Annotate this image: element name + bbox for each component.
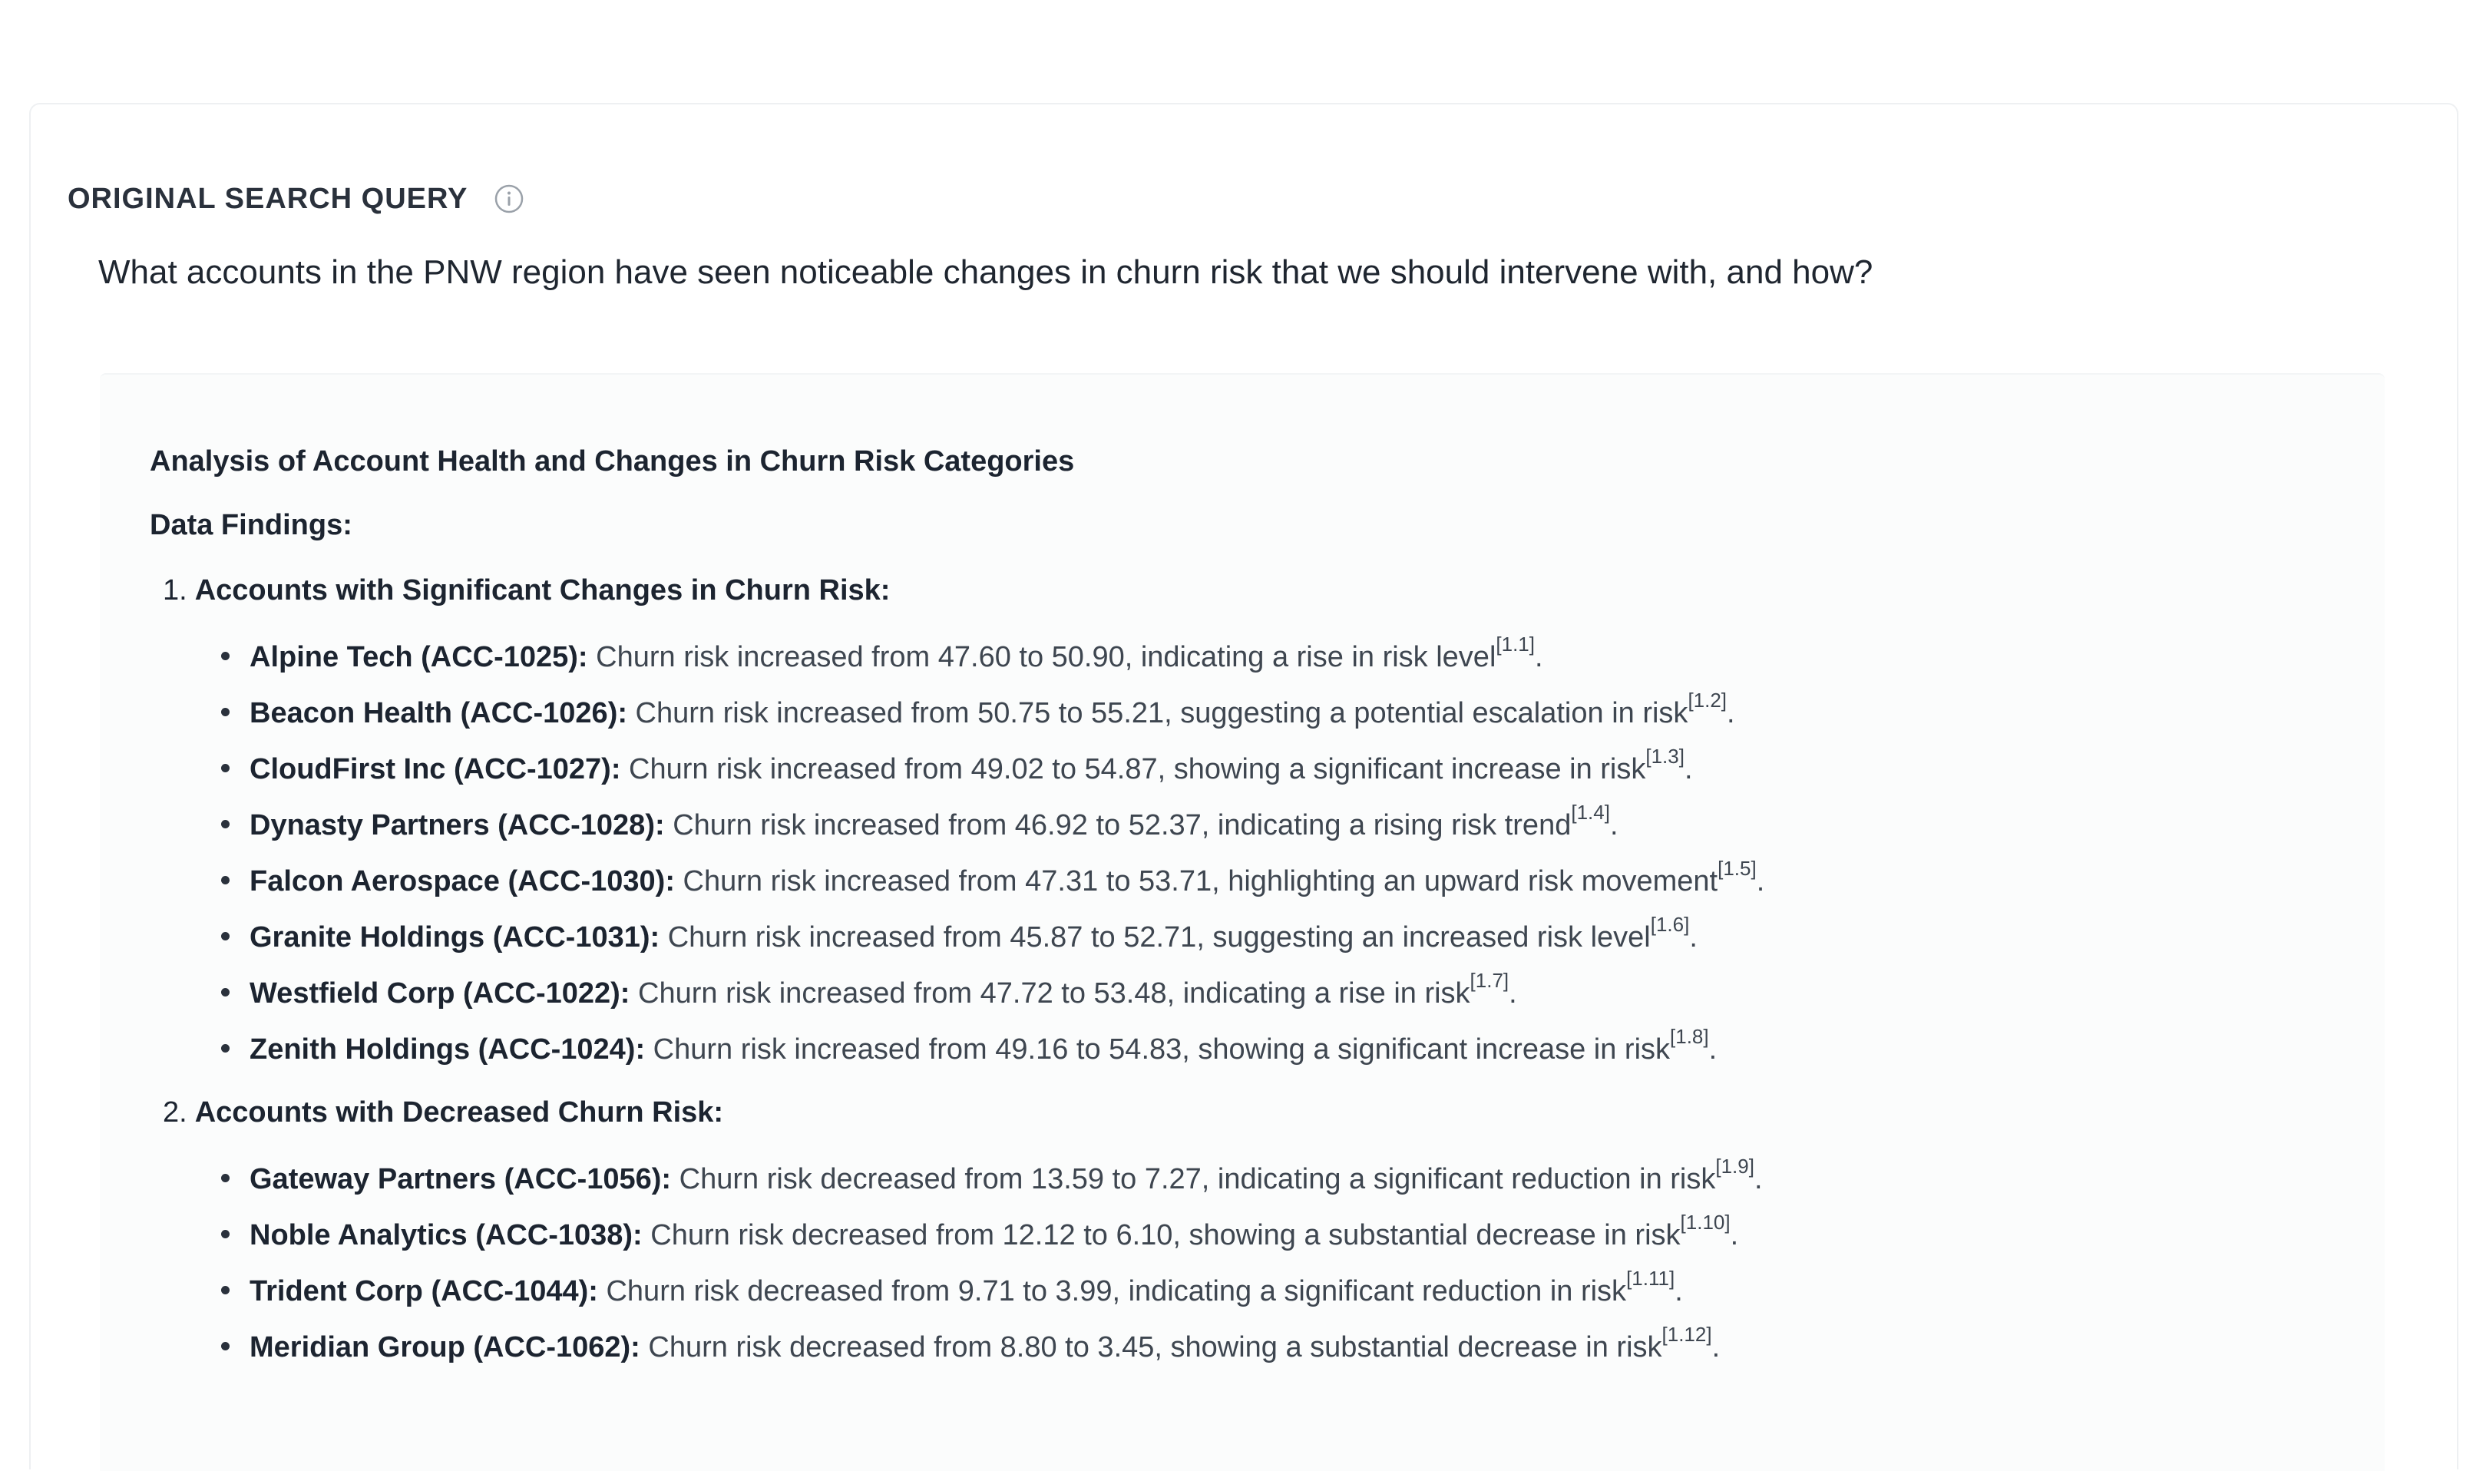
group-number: 1. xyxy=(163,574,187,606)
account-name: Trident Corp (ACC-1044): xyxy=(250,1275,598,1307)
account-name: Gateway Partners (ACC-1056): xyxy=(250,1163,672,1195)
original-query-text: What accounts in the PNW region have seen noticeable changes in churn risk that we should intervene with, and how? xyxy=(98,253,1873,291)
list-item xyxy=(221,1267,1683,1310)
info-icon[interactable] xyxy=(494,183,524,214)
item-text: Churn risk increased from 46.92 to 52.37, indicating a rising risk trend xyxy=(664,809,1572,841)
bullet-icon xyxy=(221,876,230,884)
item-text: Churn risk increased from 49.16 to 54.83, showing a significant increase in risk xyxy=(645,1033,1671,1066)
citation-link[interactable]: [1.10] xyxy=(1680,1211,1731,1234)
item-period: . xyxy=(1684,753,1693,785)
account-name: Dynasty Partners (ACC-1028): xyxy=(250,809,665,841)
item-period: . xyxy=(1754,1163,1763,1195)
citation-link[interactable]: [1.4] xyxy=(1571,801,1610,825)
citation-link[interactable]: [1.3] xyxy=(1645,745,1685,768)
item-period: . xyxy=(1534,641,1543,673)
account-name: Noble Analytics (ACC-1038): xyxy=(250,1219,643,1251)
bullet-icon xyxy=(221,1174,230,1182)
group-label: Accounts with Decreased Churn Risk: xyxy=(194,1096,724,1129)
list-item xyxy=(221,1155,1763,1198)
bullet-icon xyxy=(221,1230,230,1238)
account-name: Alpine Tech (ACC-1025): xyxy=(250,641,588,673)
item-period: . xyxy=(1708,1033,1718,1066)
findings-group-title xyxy=(163,1096,723,1129)
list-item xyxy=(221,969,1517,1013)
citation-link[interactable]: [1.5] xyxy=(1718,857,1757,881)
bullet-icon xyxy=(221,988,230,996)
findings-group-title xyxy=(163,574,890,607)
account-name: Westfield Corp (ACC-1022): xyxy=(250,977,630,1010)
item-period: . xyxy=(1730,1219,1739,1251)
citation-link[interactable]: [1.1] xyxy=(1496,633,1535,656)
item-period: . xyxy=(1509,977,1517,1010)
bullet-icon xyxy=(221,932,230,940)
item-text: Churn risk decreased from 8.80 to 3.45, showing a substantial decrease in risk xyxy=(640,1331,1662,1363)
citation-link[interactable]: [1.11] xyxy=(1626,1267,1675,1291)
item-period: . xyxy=(1727,697,1735,729)
citation-link[interactable]: [1.2] xyxy=(1688,689,1728,712)
group-label: Accounts with Significant Changes in Churn Risk: xyxy=(194,574,891,606)
list-item xyxy=(221,913,1698,957)
section-header xyxy=(68,178,524,220)
citation-link[interactable]: [1.9] xyxy=(1715,1155,1754,1178)
list-item xyxy=(221,801,1618,844)
bullet-icon xyxy=(221,1044,230,1053)
answer-heading: Analysis of Account Health and Changes in Churn Risk Categories xyxy=(150,445,1075,478)
citation-link[interactable]: [1.12] xyxy=(1661,1323,1712,1347)
item-period: . xyxy=(1675,1275,1683,1307)
item-text: Churn risk increased from 49.02 to 54.87, showing a significant increase in risk xyxy=(620,753,1646,785)
account-name: Zenith Holdings (ACC-1024): xyxy=(250,1033,646,1066)
account-name: Granite Holdings (ACC-1031): xyxy=(250,921,660,954)
data-findings-label: Data Findings: xyxy=(150,509,352,541)
item-text: Churn risk increased from 45.87 to 52.71, suggesting an increased risk level xyxy=(660,921,1651,954)
list-item xyxy=(221,1211,1739,1254)
item-text: Churn risk decreased from 9.71 to 3.99, indicating a significant reduction in risk xyxy=(597,1275,1627,1307)
list-item xyxy=(221,689,1735,732)
list-item xyxy=(221,1025,1718,1069)
bullet-icon xyxy=(221,820,230,828)
bullet-icon xyxy=(221,708,230,716)
account-name: CloudFirst Inc (ACC-1027): xyxy=(250,753,621,785)
citation-link[interactable]: [1.7] xyxy=(1470,969,1509,993)
item-text: Churn risk decreased from 12.12 to 6.10, showing a substantial decrease in risk xyxy=(642,1219,1681,1251)
account-name: Beacon Health (ACC-1026): xyxy=(250,697,627,729)
section-title: ORIGINAL SEARCH QUERY xyxy=(68,182,468,215)
item-text: Churn risk increased from 47.72 to 53.48, indicating a rise in risk xyxy=(630,977,1470,1010)
item-period: . xyxy=(1711,1331,1721,1363)
account-name: Falcon Aerospace (ACC-1030): xyxy=(250,865,675,897)
bullet-icon xyxy=(221,652,230,660)
item-text: Churn risk decreased from 13.59 to 7.27, indicating a significant reduction in risk xyxy=(671,1163,1716,1195)
account-name: Meridian Group (ACC-1062): xyxy=(250,1331,640,1363)
bullet-icon xyxy=(221,764,230,772)
item-period: . xyxy=(1756,865,1765,897)
bullet-icon xyxy=(221,1286,230,1294)
item-period: . xyxy=(1609,809,1618,841)
list-item xyxy=(221,633,1543,676)
item-text: Churn risk increased from 50.75 to 55.21, suggesting a potential escalation in risk xyxy=(627,697,1688,729)
list-item xyxy=(221,857,1765,901)
item-text: Churn risk increased from 47.31 to 53.71, highlighting an upward risk movement xyxy=(674,865,1718,897)
bullet-icon xyxy=(221,1342,230,1350)
list-item xyxy=(221,745,1693,788)
group-number: 2. xyxy=(163,1096,187,1129)
citation-link[interactable]: [1.6] xyxy=(1650,913,1690,937)
item-period: . xyxy=(1689,921,1698,954)
citation-link[interactable]: [1.8] xyxy=(1670,1025,1709,1049)
item-text: Churn risk increased from 47.60 to 50.90, indicating a rise in risk level xyxy=(587,641,1496,673)
list-item xyxy=(221,1323,1721,1367)
